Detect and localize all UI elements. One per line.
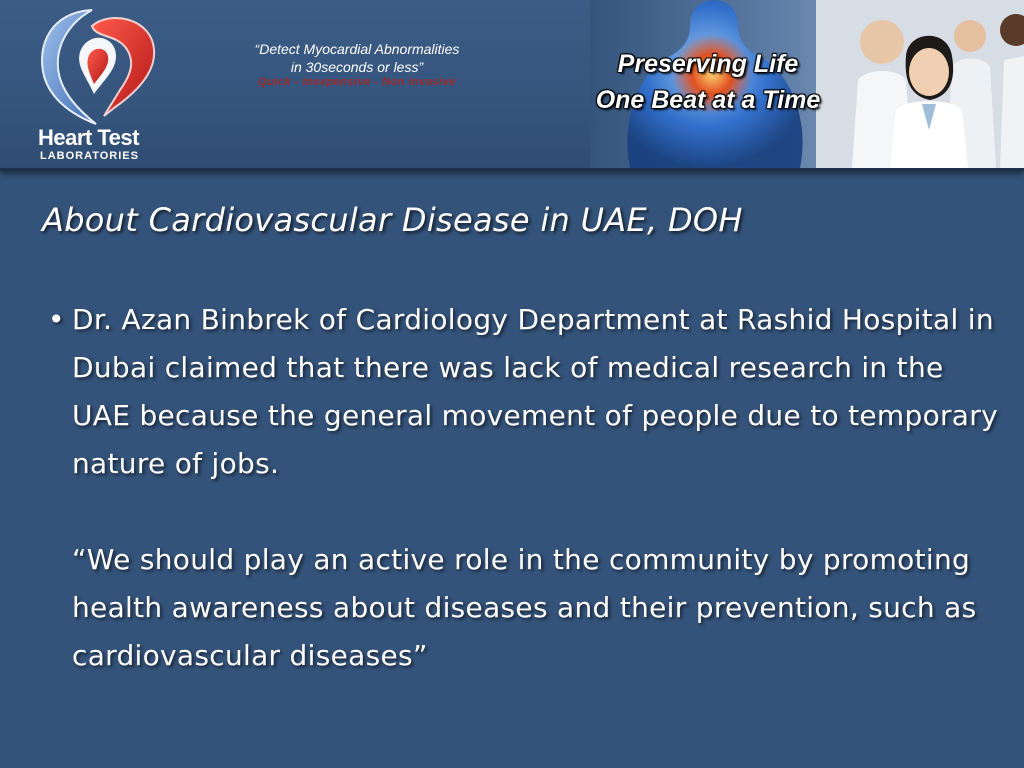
logo-name: Heart Test — [38, 125, 139, 150]
slide-title: About Cardiovascular Disease in UAE, DOH — [42, 201, 743, 239]
tagline — [212, 40, 502, 76]
bullet-item — [48, 296, 1008, 680]
slogan-line-2: One Beat at a Time — [595, 86, 821, 114]
bullet-paragraph-1: Dr. Azan Binbrek of Cardiology Department at Rashid Hospital in Dubai claimed that there was lack of medical research in the UAE because the general movement of people due to temporary nature of jobs. — [72, 303, 998, 480]
tagline-line-1: “Detect Myocardial Abnormalities — [254, 41, 460, 57]
header-banner — [0, 0, 1024, 171]
logo-subtitle: LABORATORIES — [40, 150, 139, 162]
slogan — [548, 46, 868, 118]
slide-body — [48, 296, 1008, 680]
bullet-icon: • — [48, 303, 65, 336]
paragraph-spacer — [72, 488, 1008, 536]
tagline-subtext: Quick - Inexpensive - Non Invasive — [258, 76, 456, 88]
tagline-line-2: in 30seconds or less” — [290, 59, 424, 75]
bullet-paragraph-2: “We should play an active role in the community by promoting health awareness about diseases and their prevention, such as cardiovascular diseases” — [72, 543, 977, 672]
slogan-line-1: Preserving Life — [617, 50, 799, 78]
